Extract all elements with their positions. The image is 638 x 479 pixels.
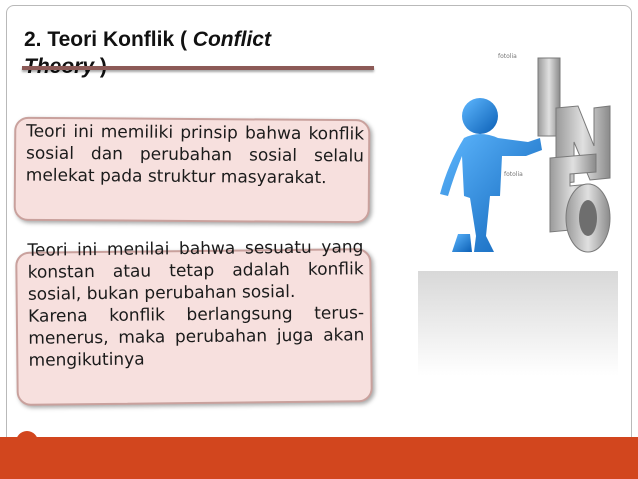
bottom-accent-bar — [0, 437, 638, 479]
box2-paragraph-1: Teori ini menilai bahwa sesuatu yang konstan atau tetap adalah konflik sosial, bukan perubahan sosial. — [27, 237, 364, 305]
watermark-1: fotolia — [498, 53, 517, 60]
slide-title — [24, 26, 354, 80]
watermark-2: fotolia — [504, 171, 523, 178]
text-box-1-content — [26, 121, 365, 190]
blue-person-figure — [440, 98, 542, 252]
info-letters — [538, 58, 610, 252]
person-pushing-info-letters-icon — [418, 46, 618, 376]
title-text: 2. Teori Konflik ( — [24, 28, 193, 51]
title-underline — [22, 66, 374, 70]
floor-reflection — [418, 271, 618, 376]
box1-paragraph: Teori ini memiliki prinsip bahwa konflik sosial dan perubahan sosial selalu melekat pada struktur masyarakat. — [25, 121, 365, 189]
title-italic-conflict: Conflict — [192, 28, 271, 51]
box2-paragraph-2: Karena konflik berlangsung terus-menerus, maka perubahan juga akan mengikutinya — [28, 303, 365, 371]
text-box-2-content — [27, 236, 364, 372]
